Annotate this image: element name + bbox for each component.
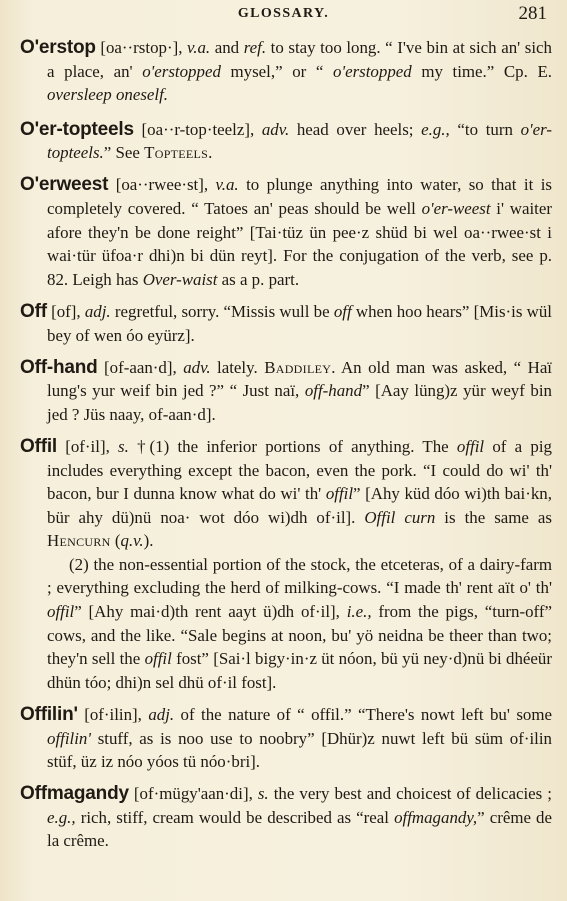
headword: Off-hand [20, 356, 98, 378]
definition-text: my time.” Cp. E. [411, 61, 552, 81]
definition-text: ( [110, 531, 121, 551]
part-of-speech: adv. [261, 119, 290, 139]
glossary-entries [20, 36, 552, 862]
part-of-speech: adj. [148, 704, 175, 724]
definition-text: . [208, 143, 213, 163]
definition-text: is the same as [435, 507, 552, 527]
italic-example: Over-waist [142, 269, 218, 289]
definition-text: ). [143, 531, 154, 551]
glossary-entry-off [20, 300, 552, 347]
definition-text: to stay too long. “ I've bin at sich an' sich a place, an' [47, 38, 552, 81]
pronunciation: [of·mügy'aan·di], [128, 784, 258, 804]
italic-example: offilin' [47, 728, 91, 748]
definition-text: ” crême de la crême. [47, 807, 552, 851]
definition-text: i' waiter afore they'n be done reight” [Tai·tüz ün pee·z shüd bi wel oa··rwee·st i wai·tür üfoa·r dhi)n bi dün reyt]. For the conjugation of the verb, see p. 82. Leigh has [47, 199, 552, 289]
italic-example: oversleep oneself. [47, 85, 169, 105]
definition-text: as a p. part. [217, 269, 300, 289]
definition-text: to plunge anything into water, so that it is completely covered. “ Tatoes an' peas should be well [47, 175, 552, 219]
glossary-entry-offmagandy [20, 782, 552, 853]
italic-example: Offil curn [364, 507, 436, 527]
cross-reference: Hencurn [47, 531, 111, 551]
part-of-speech: s. [257, 784, 269, 804]
italic-example: o'er-topteels. [47, 119, 553, 163]
headword: Offil [20, 435, 57, 457]
italic-example: offil [456, 436, 485, 456]
italic-example: offmagandy, [394, 807, 478, 827]
italic-abbrev: e.g., [47, 807, 76, 827]
definition-text: (2) the non-essential portion of the stock, the etceteras, of a dairy-farm ; everything excluding the herd of milking-cows. “I made th' rent aït o' th' [47, 554, 552, 598]
definition-text: of a pig includes everything except the bacon, even the pork. “I could do wi' th' bacon, bur I dunna know what do wi' th' [47, 436, 552, 504]
definition-text: when hoo hears” [Mis·is wül bey of wen óo eyürz]. [47, 301, 552, 345]
italic-example: o'er-weest [421, 199, 491, 219]
running-head [0, 3, 567, 27]
definition-text: fost” [Sai·l bigy·in·z üt nóon, bü yü ney·d)nü bi dhéeür dhün tóo; dhi)n sel dhü of·il fost]. [47, 649, 553, 692]
running-head-title: GLOSSARY. [237, 6, 330, 21]
glossary-entry-offil [20, 435, 552, 695]
cross-reference: Topteels [144, 143, 209, 163]
italic-example: off [333, 301, 352, 321]
italic-abbrev: q.v. [120, 531, 144, 551]
place-name: Baddiley [264, 357, 332, 377]
definition-text: stuff, as is noo use to noobry” [Dhür)z nuwt left bü süm of·ilin stüf, üz iz nóo yóos tü nóo·bri]. [47, 728, 552, 772]
definition-text: regretful, sorry. “Missis wull be [110, 301, 334, 321]
glossary-entry-oer-topteels [20, 118, 552, 165]
page-number: 281 [518, 3, 547, 24]
part-of-speech: v.a. [187, 38, 211, 57]
definition-text: lately. [210, 357, 265, 377]
definition-text: “to turn [449, 119, 521, 139]
definition-text: ” See [103, 143, 145, 163]
part-of-speech: s. [118, 436, 129, 456]
definition-text: rich, stiff, cream would be described as “real [75, 807, 395, 827]
pronunciation: [of], [46, 301, 85, 321]
italic-abbrev: i.e., [346, 602, 372, 622]
italic-example: o'erstopped [333, 61, 412, 81]
definition-text: ” [Aay lüng)z yür weyf bin jed ? Jüs naay, of-aan·d]. [47, 381, 552, 424]
definition-text: mysel,” or “ [220, 61, 334, 81]
italic-example: offil [47, 602, 75, 622]
definition-text: from the pigs, “turn-off” cows, and the like. “Sale begins at noon, bu' yö neidna be theer than two; they'n sell the [47, 602, 552, 669]
part-of-speech: v.a. [215, 175, 239, 195]
headword: Offmagandy [20, 783, 129, 805]
definition-text: of the nature of “ offil.” “There's nowt left bu' some [174, 704, 552, 724]
pronunciation: [of-aan·d], [97, 357, 184, 377]
italic-example: offil [325, 484, 354, 504]
definition-text: the very best and choicest of delicacies ; [268, 784, 552, 804]
definition-text: . An old man was asked, “ Haï lung's yur weif bin jed ?” “ Just naï, [47, 357, 553, 401]
part-of-speech: adv. [183, 357, 211, 377]
definition-text: and [210, 38, 244, 57]
headword: O'erweest [20, 174, 109, 196]
glossary-entry-oerweest [20, 173, 552, 291]
part-of-speech: ref. [243, 38, 267, 57]
part-of-speech: adj. [84, 301, 111, 321]
pronunciation: [oa··r-top·teelz], [141, 119, 262, 139]
pronunciation: [oa··rstop·], [100, 38, 188, 57]
pronunciation: [of·il], [57, 436, 119, 456]
definition-text: ” [Ahy küd dóo wi)th bai·kn, bür ahy dü)nü noa· wot dóo wi)dh of·il]. [47, 484, 552, 527]
italic-example: o'erstopped [142, 61, 221, 81]
headword: Off [20, 300, 47, 322]
glossary-entry-off-hand [20, 356, 552, 427]
glossary-entry-offilin [20, 703, 552, 774]
definition-text: †(1) the inferior portions of anything. The [128, 436, 457, 456]
pronunciation: [of·ilin], [77, 704, 149, 724]
glossary-entry-oerstop [20, 36, 552, 107]
headword: Offilin' [20, 703, 78, 725]
headword: O'erstop [20, 37, 96, 58]
italic-abbrev: e.g., [421, 119, 450, 139]
definition-text: ” [Ahy mai·d)th rent aayt ü)dh of·il], [74, 602, 347, 622]
pronunciation: [oa··rwee·st], [115, 175, 216, 195]
sense-2 [47, 553, 552, 695]
italic-example: offil [144, 649, 172, 669]
italic-example: off-hand [304, 381, 363, 401]
definition-text: head over heels; [289, 119, 422, 139]
headword: O'er-topteels [20, 118, 134, 140]
